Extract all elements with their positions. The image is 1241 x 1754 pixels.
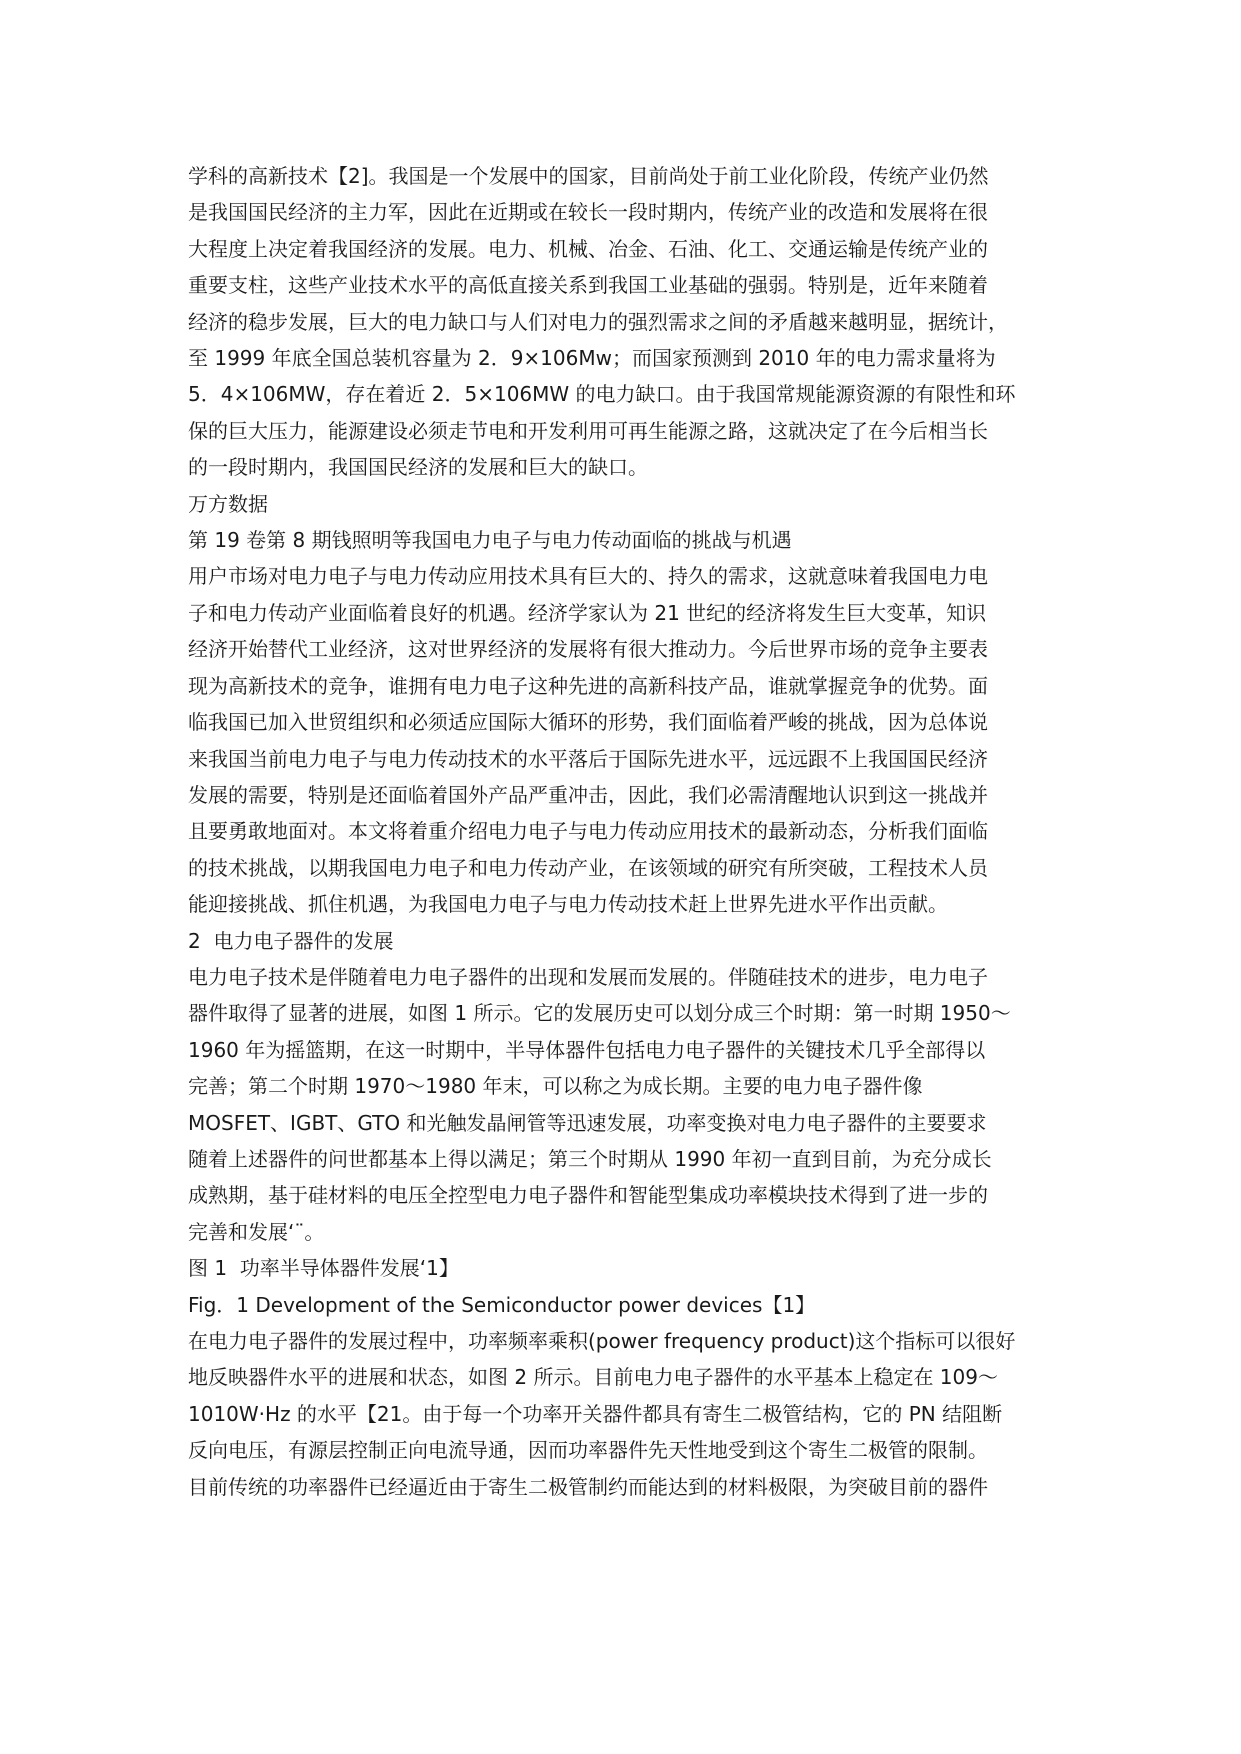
text-line: 5．4×106MW，存在着近 2．5×106MW 的电力缺口。由于我国常规能源资源的有限性和环	[188, 382, 1016, 407]
text-line: 至 1999 年底全国总装机容量为 2．9×106Mw；而国家预测到 2010 年的电力需求量将为	[188, 346, 996, 371]
text-line: 大程度上决定着我国经济的发展。电力、机械、冶金、石油、化工、交通运输是传统产业的	[188, 236, 988, 261]
text-line: 的技术挑战，以期我国电力电子和电力传动产业，在该领域的研究有所突破，工程技术人员	[188, 855, 988, 880]
text-line: 地反映器件水平的进展和状态，如图 2 所示。目前电力电子器件的水平基本上稳定在 109～	[188, 1365, 998, 1390]
text-line: 临我国已加入世贸组织和必须适应国际大循环的形势，我们面临着严峻的挑战，因为总体说	[188, 710, 988, 735]
text-line: 2 电力电子器件的发展	[188, 928, 394, 953]
text-line: 电力电子技术是伴随着电力电子器件的出现和发展而发展的。伴随硅技术的进步，电力电子	[188, 964, 988, 989]
text-line: 反向电压，有源层控制正向电流导通，因而功率器件先天性地受到这个寄生二极管的限制。	[188, 1438, 988, 1463]
para-power-frequency	[188, 1323, 1058, 1505]
watermark-line	[188, 486, 1058, 522]
para-market-demand	[188, 558, 1058, 922]
text-line: 保的巨大压力，能源建设必须走节电和开发利用可再生能源之路，这就决定了在今后相当长	[188, 418, 988, 443]
text-line: 发展的需要，特别是还面临着国外产品严重冲击，因此，我们必需清醒地认识到这一挑战并	[188, 782, 988, 807]
text-line: 万方数据	[188, 491, 268, 516]
para-industry-context	[188, 158, 1058, 486]
text-line: 成熟期，基于硅材料的电压全控型电力电子器件和智能型集成功率模块技术得到了进一步的	[188, 1183, 988, 1208]
text-line: 经济的稳步发展，巨大的电力缺口与人们对电力的强烈需求之间的矛盾越来越明显，据统计，	[188, 309, 1008, 334]
text-line: 经济开始替代工业经济，这对世界经济的发展将有很大推动力。今后世界市场的竞争主要表	[188, 637, 988, 662]
figure-caption-zh	[188, 1250, 1058, 1286]
para-device-history	[188, 959, 1058, 1250]
text-line: 来我国当前电力电子与电力传动技术的水平落后于国际先进水平，远远跟不上我国国民经济	[188, 746, 988, 771]
figure-caption-en	[188, 1287, 1058, 1323]
text-line: 1010W·Hz 的水平【21。由于每一个功率开关器件都具有寄生二极管结构，它的 PN 结阻断	[188, 1401, 1003, 1426]
body-text-column	[188, 158, 1058, 1505]
text-line: 重要支柱，这些产业技术水平的高低直接关系到我国工业基础的强弱。特别是，近年来随着	[188, 273, 988, 298]
text-line: 完善和发展‘¨。	[188, 1219, 325, 1244]
text-line: 且要勇敢地面对。本文将着重介绍电力电子与电力传动应用技术的最新动态，分析我们面临	[188, 819, 988, 844]
text-line: 完善；第二个时期 1970～1980 年末，可以称之为成长期。主要的电力电子器件像	[188, 1074, 923, 1099]
running-header	[188, 522, 1058, 558]
text-line: MOSFET、IGBT、GTO 和光触发晶闸管等迅速发展，功率变换对电力电子器件的主要要求	[188, 1110, 987, 1135]
text-line: 在电力电子器件的发展过程中，功率频率乘积(power frequency product)这个指标可以很好	[188, 1329, 1016, 1353]
text-line: 图 1 功率半导体器件发展‘1】	[188, 1256, 459, 1281]
text-line: Fig．1 Development of the Semiconductor power devices【1】	[188, 1292, 816, 1317]
text-line: 1960 年为摇篮期，在这一时期中，半导体器件包括电力电子器件的关键技术几乎全部得以	[188, 1037, 986, 1062]
text-line: 目前传统的功率器件已经逼近由于寄生二极管制约而能达到的材料极限，为突破目前的器件	[188, 1474, 988, 1499]
text-line: 学科的高新技术【2]。我国是一个发展中的国家，目前尚处于前工业化阶段，传统产业仍然	[188, 164, 989, 188]
section-heading-2	[188, 923, 1058, 959]
text-line: 子和电力传动产业面临着良好的机遇。经济学家认为 21 世纪的经济将发生巨大变革，知识	[188, 600, 987, 625]
text-line: 随着上述器件的问世都基本上得以满足；第三个时期从 1990 年初一直到目前，为充分成长	[188, 1146, 992, 1171]
text-line: 能迎接挑战、抓住机遇，为我国电力电子与电力传动技术赶上世界先进水平作出贡献。	[188, 892, 948, 917]
text-line: 的一段时期内，我国国民经济的发展和巨大的缺口。	[188, 455, 648, 480]
text-line: 用户市场对电力电子与电力传动应用技术具有巨大的、持久的需求，这就意味着我国电力电	[188, 564, 988, 589]
text-line: 是我国国民经济的主力军，因此在近期或在较长一段时期内，传统产业的改造和发展将在很	[188, 200, 988, 225]
text-line: 器件取得了显著的进展，如图 1 所示。它的发展历史可以划分成三个时期：第一时期 1950～	[188, 1001, 1011, 1026]
text-line: 第 19 卷第 8 期钱照明等我国电力电子与电力传动面临的挑战与机遇	[188, 528, 792, 553]
text-line: 现为高新技术的竞争，谁拥有电力电子这种先进的高新科技产品，谁就掌握竞争的优势。面	[188, 673, 988, 698]
